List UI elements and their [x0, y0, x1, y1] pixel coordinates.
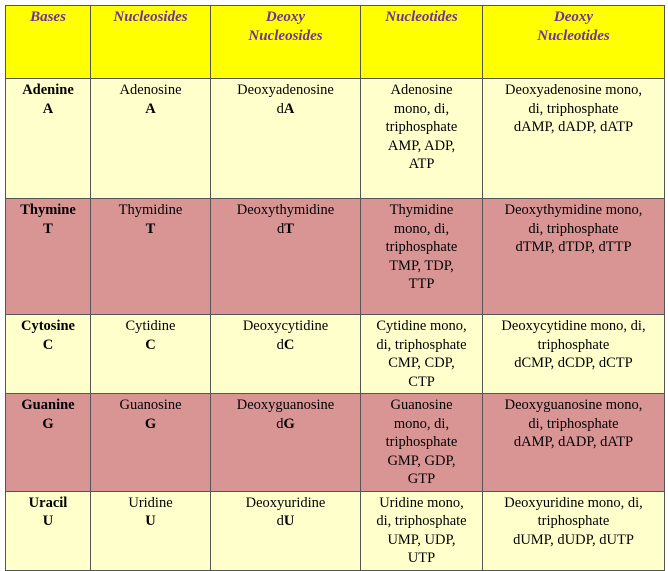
header-deoxy-nucleosides: Deoxy Nucleosides [211, 6, 361, 79]
header-deoxy-nucleotides: Deoxy Nucleotides [483, 6, 665, 79]
base-cell: Adenine A [6, 79, 91, 199]
base-cell: Thymine T [6, 199, 91, 315]
nucleotide-cell: Cytidine mono, di, triphosphate CMP, CDP, CTP [361, 315, 483, 394]
nucleotide-cell: Uridine mono, di, triphosphate UMP, UDP, UTP [361, 491, 483, 570]
nucleotide-cell: Adenosine mono, di, triphosphate AMP, ADP, ATP [361, 79, 483, 199]
nucleoside-cell: Thymidine T [91, 199, 211, 315]
deoxy-nucleoside-cell: Deoxyguanosine dG [211, 394, 361, 492]
deoxy-nucleoside-cell: Deoxythymidine dT [211, 199, 361, 315]
header-bases: Bases [6, 6, 91, 79]
table-row [6, 315, 665, 394]
nucleoside-cell: Uridine U [91, 491, 211, 570]
header-row [6, 6, 665, 79]
nucleotide-table [5, 5, 665, 571]
deoxy-nucleoside-cell: Deoxycytidine dC [211, 315, 361, 394]
base-cell: Cytosine C [6, 315, 91, 394]
base-cell: Uracil U [6, 491, 91, 570]
nucleoside-cell: Guanosine G [91, 394, 211, 492]
nucleoside-cell: Cytidine C [91, 315, 211, 394]
nucleotide-cell: Thymidine mono, di, triphosphate TMP, TDP, TTP [361, 199, 483, 315]
deoxy-nucleoside-cell: Deoxyadenosine dA [211, 79, 361, 199]
deoxy-nucleoside-cell: Deoxyuridine dU [211, 491, 361, 570]
nucleotide-cell: Guanosine mono, di, triphosphate GMP, GDP, GTP [361, 394, 483, 492]
deoxy-nucleotide-cell: Deoxyguanosine mono, di, triphosphate dAMP, dADP, dATP [483, 394, 665, 492]
table-row [6, 79, 665, 199]
deoxy-nucleotide-cell: Deoxyadenosine mono, di, triphosphate dAMP, dADP, dATP [483, 79, 665, 199]
deoxy-nucleotide-cell: Deoxythymidine mono, di, triphosphate dTMP, dTDP, dTTP [483, 199, 665, 315]
table-row [6, 491, 665, 570]
header-nucleotides: Nucleotides [361, 6, 483, 79]
table-row [6, 199, 665, 315]
deoxy-nucleotide-cell: Deoxyuridine mono, di, triphosphate dUMP, dUDP, dUTP [483, 491, 665, 570]
deoxy-nucleotide-cell: Deoxycytidine mono, di, triphosphate dCMP, dCDP, dCTP [483, 315, 665, 394]
nucleoside-cell: Adenosine A [91, 79, 211, 199]
header-nucleosides: Nucleosides [91, 6, 211, 79]
base-cell: Guanine G [6, 394, 91, 492]
table-row [6, 394, 665, 492]
